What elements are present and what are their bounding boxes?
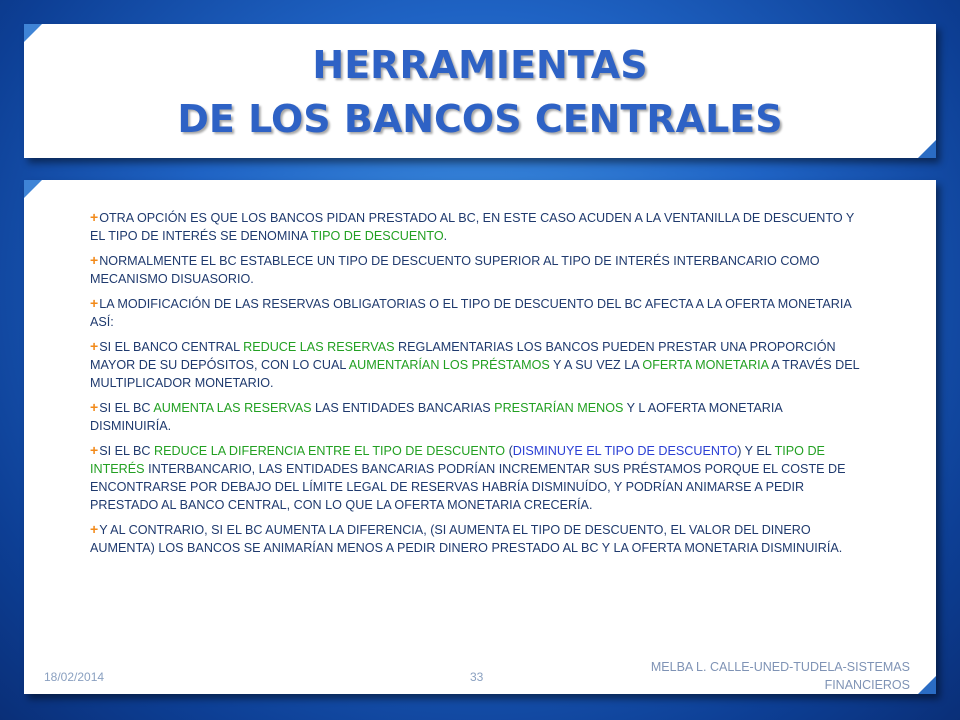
bullet-item — [90, 398, 860, 435]
bullet-item — [90, 251, 860, 288]
bullet-item — [90, 208, 860, 245]
content-panel — [24, 180, 936, 694]
bullet-text: A TRAVÉS DEL MULTIPLICADOR MONETARIO. — [90, 358, 860, 390]
slide-title-line-1: HERRAMIENTAS — [312, 43, 648, 87]
bullet-text: SI EL BANCO CENTRAL — [99, 340, 244, 354]
slide-title — [24, 38, 936, 146]
slide-title-line-2: DE LOS BANCOS CENTRALES — [177, 97, 783, 141]
bullet-item — [90, 337, 860, 392]
bullet-text: LA MODIFICACIÓN DE LAS RESERVAS OBLIGATORIAS O EL TIPO DE DESCUENTO DEL BC AFECTA A LA OFERTA MONETARIA ASÍ: — [90, 297, 852, 329]
plus-icon: + — [90, 295, 99, 311]
highlighted-text: TIPO DE INTERÉS — [90, 444, 825, 476]
bullet-text: SI EL BC — [99, 444, 155, 458]
highlighted-text: OFERTA MONETARIA — [642, 358, 769, 372]
highlighted-text: REDUCE LAS RESERVAS — [243, 340, 395, 354]
bullet-item — [90, 441, 860, 514]
plus-icon: + — [90, 521, 99, 537]
bullet-text: NORMALMENTE EL BC ESTABLECE UN TIPO DE DESCUENTO SUPERIOR AL TIPO DE INTERÉS INTERBANCARIO COMO MECANISMO DISUASORIO. — [90, 254, 820, 286]
footer-page-number: 33 — [470, 670, 484, 684]
plus-icon: + — [90, 442, 99, 458]
plus-icon: + — [90, 209, 99, 225]
bullet-text: ( — [505, 444, 513, 458]
highlighted-text: REDUCE LA DIFERENCIA ENTRE EL TIPO DE DESCUENTO — [154, 444, 506, 458]
bullet-text: Y A SU VEZ LA — [549, 358, 643, 372]
bullet-text: . — [443, 229, 448, 243]
highlighted-text: TIPO DE DESCUENTO — [310, 229, 444, 243]
plus-icon: + — [90, 252, 99, 268]
bullet-text: REGLAMENTARIAS LOS BANCOS PUEDEN PRESTAR UNA PROPORCIÓN MAYOR DE SU DEPÓSITOS, CON LO CUAL — [90, 340, 836, 372]
footer-author: MELBA L. CALLE-UNED-TUDELA-SISTEMAS FINANCIEROS — [650, 660, 910, 692]
highlighted-text: DISMINUYE EL TIPO DE DESCUENTO — [512, 444, 738, 458]
bullet-text: OTRA OPCIÓN ES QUE LOS BANCOS PIDAN PRESTADO AL BC, EN ESTE CASO ACUDEN A LA VENTANILLA DE DESCUENTO Y EL TIPO DE INTERÉS SE DENOMINA — [90, 211, 855, 243]
bullet-item — [90, 294, 860, 331]
bullet-text: LAS ENTIDADES BANCARIAS — [311, 401, 495, 415]
highlighted-text: AUMENTA LAS RESERVAS — [153, 401, 312, 415]
bullet-item — [90, 520, 860, 557]
footer-date: 18/02/2014 — [44, 670, 105, 684]
bullet-text: Y L AOFERTA MONETARIA DISMINUIRÍA. — [90, 401, 783, 433]
highlighted-text: PRESTARÍAN MENOS — [494, 401, 624, 415]
bullet-list — [90, 208, 860, 563]
plus-icon: + — [90, 399, 99, 415]
bullet-text: INTERBANCARIO, LAS ENTIDADES BANCARIAS PODRÍAN INCREMENTAR SUS PRÉSTAMOS PORQUE EL COSTE DE ENCONTRARSE POR DEBAJO DEL LÍMITE LEGAL DE RESERVAS HABRÍA DISMINUÍDO, Y PODRÍAN ANIMARSE A PEDIR PRESTADO AL BANCO CENTRAL, CON LO QUE LA OFERTA MONETARIA CRECERÍA. — [90, 462, 846, 512]
title-panel — [24, 24, 936, 158]
highlighted-text: AUMENTARÍAN LOS PRÉSTAMOS — [348, 358, 550, 372]
bullet-text: Y AL CONTRARIO, SI EL BC AUMENTA LA DIFERENCIA, (SI AUMENTA EL TIPO DE DESCUENTO, EL VALOR DEL DINERO AUMENTA) LOS BANCOS SE ANIMARÍAN MENOS A PEDIR DINERO PRESTADO AL BC Y LA OFERTA MONETARIA DISMINUIRÍA. — [90, 523, 843, 555]
plus-icon: + — [90, 338, 99, 354]
bullet-text: SI EL BC — [99, 401, 154, 415]
bullet-text: ) Y EL — [737, 444, 775, 458]
